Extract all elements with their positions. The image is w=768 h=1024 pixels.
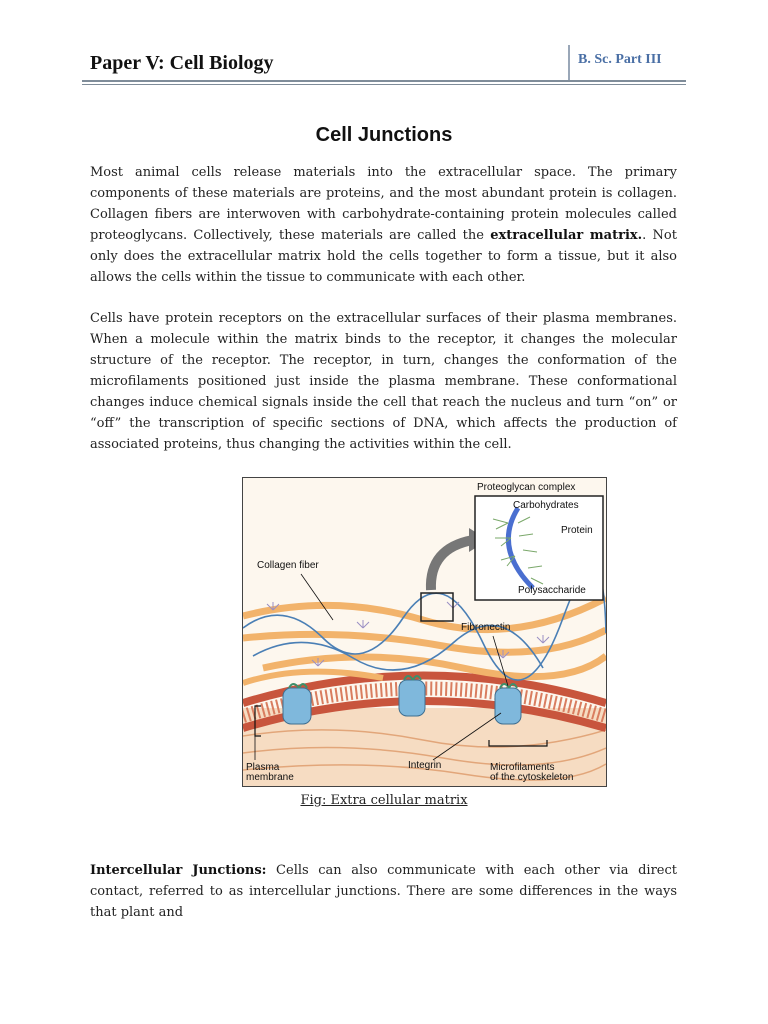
paragraph-3 (90, 860, 677, 923)
integrin-middle (399, 676, 425, 716)
figure-extracellular-matrix (242, 477, 607, 787)
figure-caption: Fig: Extra cellular matrix (300, 793, 468, 808)
label-fibronectin: Fibronectin (461, 622, 511, 633)
paragraph-2: Cells have protein receptors on the extracellular surfaces of their plasma membranes. When a molecule within the matrix binds to the receptor, it changes the molecular structure of the receptor. The receptor, in turn, changes the conformation of the microfilaments positioned just inside the plasma membrane. These conformational changes induce chemical signals inside the cell that reach the nucleus and turn “on” or “off” the transcription of specific sections of DNA, which affects the production of associated proteins, thus changing the activities within the cell. (90, 311, 677, 452)
header-rule (82, 80, 686, 82)
label-integrin: Integrin (408, 760, 442, 771)
paragraph-1-text-a: Most animal cells release materials into the extracellular space. The primary components of these materials are proteins, and the most abundant protein is collagen. Collagen fibers are interwoven with carbohydrate-containing protein molecules called proteoglycans. Collectively, these materials are called the (90, 165, 677, 243)
label-polysaccharide: Polysaccharide (518, 585, 586, 596)
label-proteoglycan-complex: Proteoglycan complex (477, 482, 576, 493)
leader-collagen (301, 574, 333, 620)
paragraph-3-text: Cells can also communicate with each other via direct contact, referred to as intercellular junctions. There are some differences in the ways that plant and (90, 863, 677, 920)
term-extracellular-matrix: extracellular matrix. (490, 228, 643, 243)
label-protein: Protein (561, 525, 593, 536)
header-title: Paper V: Cell Biology (90, 52, 274, 74)
header-divider (568, 45, 570, 81)
paragraph-1 (90, 162, 677, 288)
term-intercellular-junctions: Intercellular Junctions: (90, 863, 267, 878)
integrin-left (283, 684, 311, 724)
header-rule-secondary (82, 84, 686, 85)
label-of-cytoskeleton: of the cytoskeleton (490, 772, 574, 783)
zoom-arrow (431, 540, 473, 590)
label-plasma: Plasma (246, 762, 280, 773)
paragraph-1-text-b: . Not only does the extracellular matrix hold the cells together to form a tissue, but it also allows the cells within the tissue to communicate with each other. (90, 228, 677, 285)
label-microfilaments: Microfilaments (490, 762, 555, 773)
collagen-fiber (243, 630, 606, 652)
header-part: B. Sc. Part III (578, 52, 662, 67)
label-collagen-fiber: Collagen fiber (257, 560, 319, 571)
integrin-right (495, 684, 521, 724)
collagen-fiber (243, 598, 606, 630)
label-membrane: membrane (246, 772, 294, 783)
page-title: Cell Junctions (315, 124, 453, 146)
label-carbohydrates: Carbohydrates (513, 500, 579, 511)
